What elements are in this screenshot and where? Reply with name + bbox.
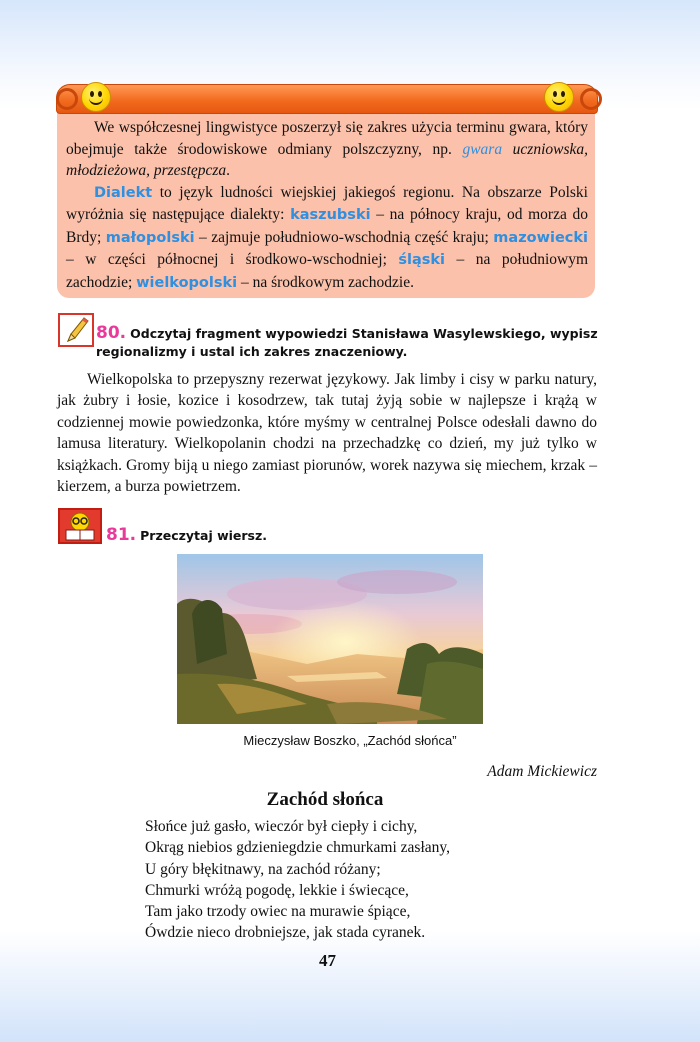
term-kaszubski: kaszubski <box>290 207 371 223</box>
term-dialekt: Dialekt <box>94 184 153 201</box>
poem-line: Tam jako trzody owiec na murawie śpiące, <box>145 903 411 921</box>
exercise-80-header <box>96 324 601 361</box>
painting-image <box>177 554 483 724</box>
term-gwara: gwara <box>462 140 503 158</box>
scroll-header-bar <box>56 84 598 114</box>
scroll-curl-icon <box>56 88 78 110</box>
exercise-81-header <box>106 526 267 545</box>
scroll-curl-icon <box>580 88 602 110</box>
smiley-icon <box>81 82 111 112</box>
poem-title: Zachód słońca <box>266 789 384 810</box>
pencil-icon <box>58 313 94 347</box>
term-wielkopolski: wielkopolski <box>136 274 238 291</box>
info-paragraph-1: We współczesnej lingwistyce poszerzył się zakres użycia terminu gwara, który obejmuje także środowiskowe odmiany polszczyzny, np. gwara uczniowska, młodzieżowa, przestępcza. <box>66 119 589 179</box>
poem-line: Słońce już gasło, wieczór był ciepły i cichy, <box>145 818 418 835</box>
exercise-80-text: Wielkopolska to przepyszny rezerwat językowy. Jak limby i cisy w parku natury, jak żubry i łosie, kozice i kosodrzew, tak tutaj żyją sobie w najlepsze i krążą w codziennej mowie powiedzonka, które myśmy w centralnej Polsce odesłali dawno do lamusa literatury. Wielkopolanin chodzi na przechadzkę co dzień, my już tylko w książkach. Gromy biją u niego zamiast piorunów, worek nazywa się miechem, krzak – kierzem, a burza powietrzem. <box>57 371 597 496</box>
info-box-text <box>66 117 588 294</box>
page-number: 47 <box>319 951 336 970</box>
term-mazowiecki: mazowiecki <box>493 229 588 246</box>
poem-line: Ówdzie nieco drobniejsze, jak stada cyranek. <box>145 924 426 942</box>
poem-author: Adam Mickiewicz <box>487 763 597 780</box>
smiley-icon <box>544 82 574 112</box>
poem-line: Chmurki wróżą pogodę, lekkie i świecące, <box>145 881 409 899</box>
exercise-80-instruction: Odczytaj fragment wypowiedzi Stanisława Wasylewskiego, wypisz regionalizmy i ustal ich zakres znaczeniowy. <box>96 326 598 359</box>
poem-line: Okrąg niebios gdzieniegdzie chmurkami zasłany, <box>145 839 451 857</box>
exercise-81-instruction: Przeczytaj wiersz. <box>140 528 268 543</box>
poem-line: U góry błękitnawy, na zachód różany; <box>145 860 381 878</box>
exercise-80-number: 80. <box>96 323 127 343</box>
info-paragraph-2: Dialekt to język ludności wiejskiej jakiegoś regionu. Na obszarze Polski wyróżnia się następujące dialekty: kaszubski – na północy kraju, od morza do Brdy; małopolski – zajmuje południowo-wschodnią część kraju; mazowiecki – w części północnej i środkowo-wschodniej; śląski – na południowym zachodzie; wielkopolski – na środkowym zachodzie. <box>66 183 589 291</box>
poem-text <box>145 816 450 944</box>
term-slaski: śląski <box>398 252 446 268</box>
term-malopolski: małopolski <box>105 229 195 246</box>
painting-caption: Mieczysław Boszko, „Zachód słońca” <box>243 733 457 748</box>
reader-icon <box>58 508 102 544</box>
exercise-81-number: 81. <box>106 525 137 545</box>
